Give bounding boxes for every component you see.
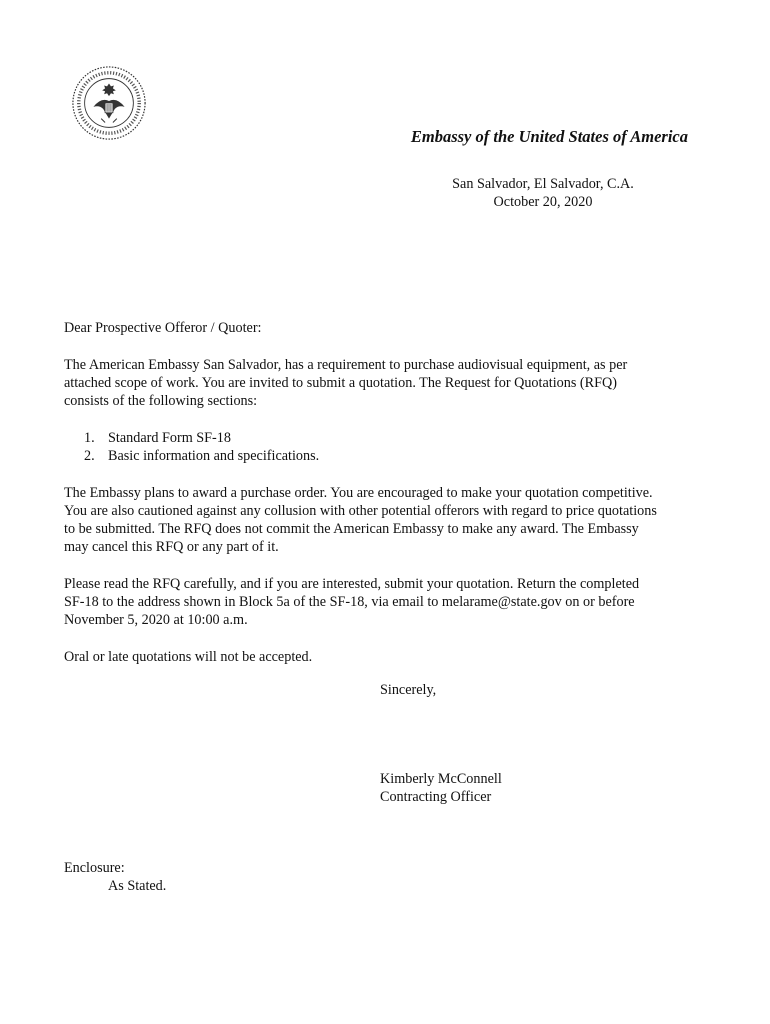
closing: Sincerely, bbox=[380, 682, 437, 698]
signer-name: Kimberly McConnell bbox=[380, 771, 502, 787]
text-line: to be submitted. The RFQ does not commit the American Embassy to make any award. The Embassy bbox=[64, 521, 639, 537]
intro-paragraph bbox=[64, 356, 704, 410]
signature-block bbox=[380, 770, 502, 806]
list-item bbox=[64, 447, 704, 465]
text-line: The Embassy plans to award a purchase order. You are encouraged to make your quotation competitive. bbox=[64, 485, 653, 501]
text-line: November 5, 2020 at 10:00 a.m. bbox=[64, 612, 248, 628]
list-text: Basic information and specifications. bbox=[108, 448, 320, 464]
place-date-block bbox=[400, 175, 686, 211]
enclosure-value: As Stated. bbox=[108, 878, 167, 894]
enclosure-label: Enclosure: bbox=[64, 860, 125, 876]
text-line: Please read the RFQ carefully, and if you are interested, submit your quotation. Return the completed bbox=[64, 576, 640, 592]
late-notice: Oral or late quotations will not be accepted. bbox=[64, 649, 313, 665]
signer-title: Contracting Officer bbox=[380, 789, 492, 805]
department-of-state-seal bbox=[70, 64, 148, 142]
text-line: You are also cautioned against any collusion with other potential offerors with regard to price quotations bbox=[64, 503, 657, 519]
embassy-title: Embassy of the United States of America bbox=[410, 127, 688, 146]
list-item bbox=[64, 429, 704, 447]
text-line: consists of the following sections: bbox=[64, 393, 258, 409]
salutation: Dear Prospective Offeror / Quoter: bbox=[64, 320, 262, 336]
sections-list bbox=[64, 429, 704, 465]
date-line: October 20, 2020 bbox=[493, 194, 593, 210]
place-line: San Salvador, El Salvador, C.A. bbox=[452, 176, 634, 192]
award-paragraph bbox=[64, 484, 704, 556]
text-line: SF-18 to the address shown in Block 5a of the SF-18, via email to melarame@state.gov on or before bbox=[64, 594, 635, 610]
text-line: The American Embassy San Salvador, has a requirement to purchase audiovisual equipment, as per bbox=[64, 357, 628, 373]
list-number: 1. bbox=[84, 430, 95, 446]
submission-paragraph bbox=[64, 575, 704, 629]
letter-body bbox=[64, 319, 704, 685]
list-number: 2. bbox=[84, 448, 95, 464]
enclosure-block bbox=[64, 859, 166, 895]
text-line: may cancel this RFQ or any part of it. bbox=[64, 539, 279, 555]
list-text: Standard Form SF-18 bbox=[108, 430, 231, 446]
text-line: attached scope of work. You are invited to submit a quotation. The Request for Quotations (RFQ) bbox=[64, 375, 617, 391]
